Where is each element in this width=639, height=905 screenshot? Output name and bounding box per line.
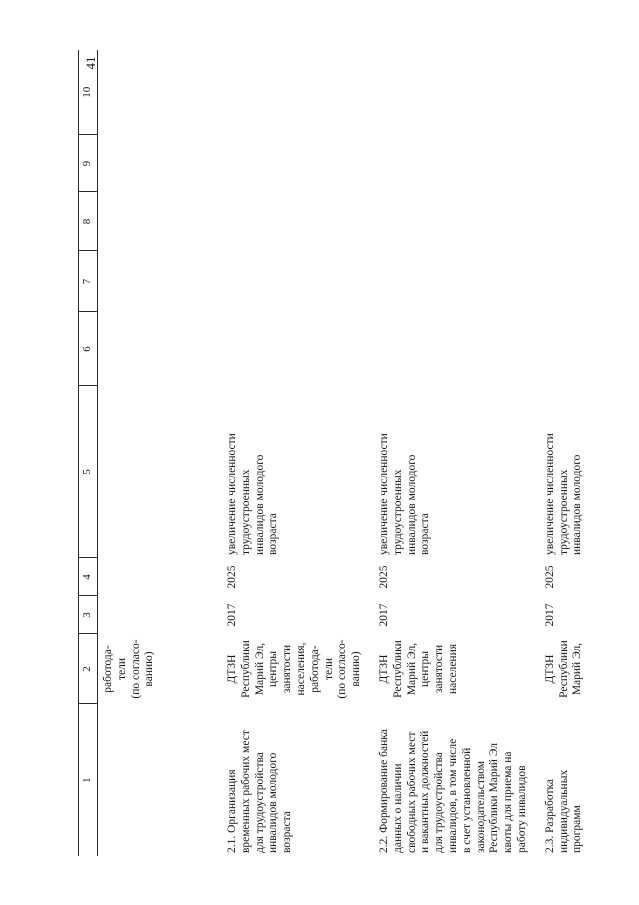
start-year-cell: 2017 (543, 603, 556, 627)
column-number-6: 6 (79, 312, 98, 386)
empty-cell (368, 50, 534, 135)
end-year-cell: 2025 (543, 565, 556, 589)
executor-cell: ДТЗН Республики Марий Эл, (543, 640, 584, 698)
table-row (534, 50, 639, 856)
column-number-8: 8 (79, 192, 98, 251)
rotated-table-wrapper (78, 50, 638, 856)
page-number: 41 (83, 56, 98, 70)
start-year-cell (98, 596, 217, 634)
start-year-cell: 2017 (378, 603, 390, 627)
empty-cell (98, 312, 217, 386)
empty-cell (534, 50, 639, 135)
empty-cell (534, 192, 639, 251)
column-number-9: 9 (79, 135, 98, 192)
column-number-10: 10 (79, 50, 98, 135)
empty-cell (216, 312, 368, 386)
empty-cell (534, 312, 639, 386)
empty-cell (216, 251, 368, 312)
end-year-cell (98, 558, 217, 596)
executor-cell: работода- тели (по согласо- ванию) (102, 639, 156, 699)
table-row (98, 50, 217, 856)
executor-cell: ДТЗН Республики Марий Эл, центры занятости населения (378, 640, 459, 698)
result-cell: увеличение численности трудоустроенных инвалидов молодого возраста (226, 433, 280, 555)
table-row (368, 50, 534, 856)
empty-cell (98, 251, 217, 312)
measure-cell (98, 704, 217, 856)
empty-cell (216, 50, 368, 135)
result-cell: увеличение численности трудоустроенных инвалидов молодого (543, 433, 584, 555)
result-cell: увеличение численности трудоустроенных инвалидов молодого возраста (378, 433, 432, 555)
empty-cell (368, 135, 534, 192)
empty-cell (534, 251, 639, 312)
measure-cell: 2.2. Формирование банка данных о наличии свободных рабочих мест и вакантных должностей для трудоустройства инвалидов, в том числе в счет установленной законодательством Республики Марий Эл квоты для приема на работу инвалидов (378, 729, 528, 853)
empty-cell (368, 251, 534, 312)
empty-cell (98, 135, 217, 192)
column-number-5: 5 (79, 386, 98, 558)
empty-cell (98, 192, 217, 251)
end-year-cell: 2025 (378, 565, 390, 589)
start-year-cell: 2017 (226, 603, 238, 627)
measure-cell: 2.3. Разработка индивидуальных программ (543, 769, 584, 853)
column-number-7: 7 (79, 251, 98, 312)
empty-cell (534, 135, 639, 192)
table-row (216, 50, 368, 856)
table-header-row (79, 50, 98, 856)
result-cell (98, 386, 217, 558)
measures-table (78, 50, 639, 856)
measure-cell: 2.1. Организация временных рабочих мест для трудоустройства инвалидов молодого возраста (226, 730, 294, 853)
executor-cell: ДТЗН Республики Марий Эл, центры занятости населения, работода- тели (по согласо- ванию) (226, 639, 363, 699)
column-number-3: 3 (79, 596, 98, 634)
empty-cell (216, 192, 368, 251)
empty-cell (216, 135, 368, 192)
end-year-cell: 2025 (226, 565, 238, 589)
empty-cell (368, 192, 534, 251)
column-number-4: 4 (79, 558, 98, 596)
empty-cell (368, 312, 534, 386)
column-number-1: 1 (79, 704, 98, 856)
empty-cell (98, 50, 217, 135)
column-number-2: 2 (79, 634, 98, 704)
